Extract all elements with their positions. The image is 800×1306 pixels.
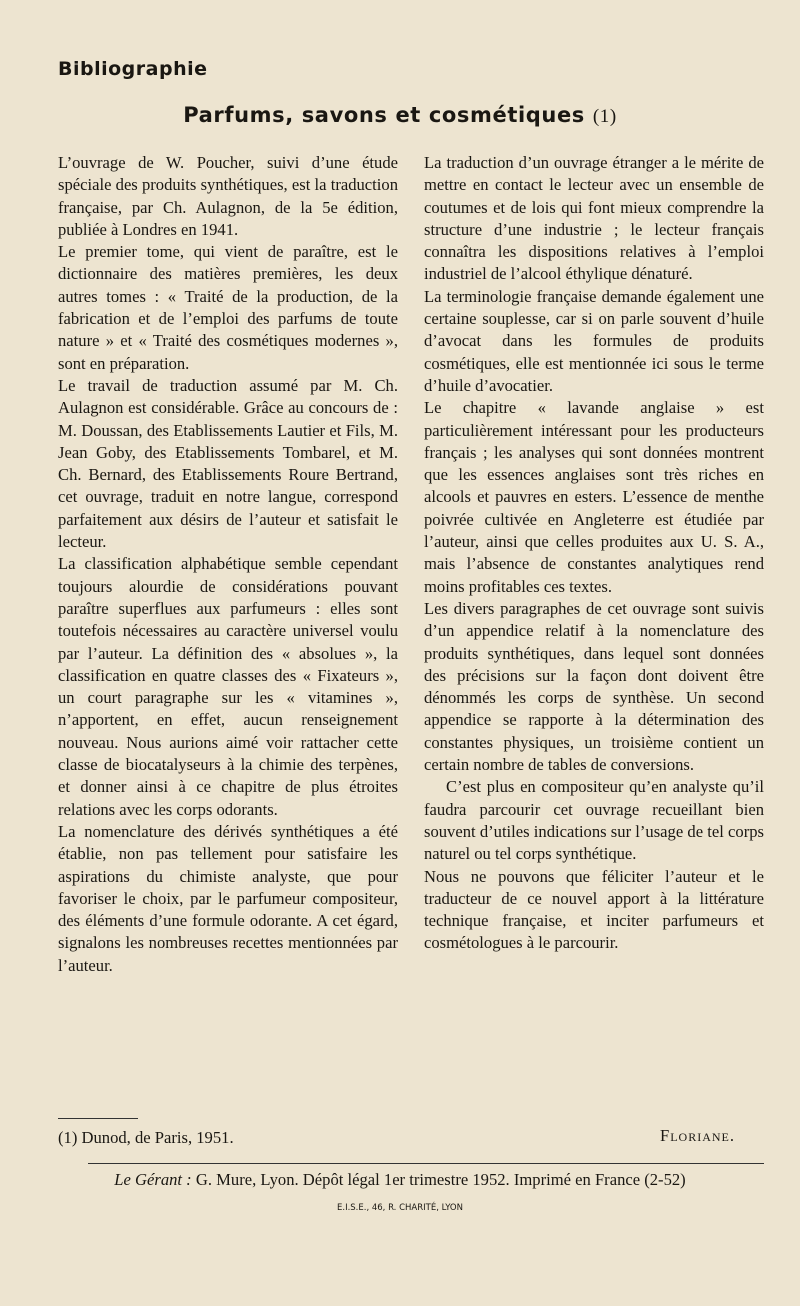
article-title [0, 103, 800, 128]
footnote: (1) Dunod, de Paris, 1951. [58, 1128, 234, 1147]
colophon-divider [88, 1163, 764, 1164]
printer-imprint: E.I.S.E., 46, R. CHARITÉ, LYON [337, 1203, 463, 1213]
paragraph: La terminologie française demande également une certaine souplesse, car si on parle souvent d’huile d’avocat dans les formules de produits cosmétiques, elle est mentionnée ici sous le terme d’huile d’avocatier. [424, 286, 764, 395]
paragraph: La classification alphabétique semble cependant toujours alourdie de considérations pouvant paraître superflues aux parfumeurs : elles sont toutefois nécessaires au caractère universel voulu par l’auteur. La définition des « absolues », la classification en quatre classes des « Fixateurs », un court paragraphe sur les « vitamines », n’apportent, en effet, aucun renseignement nouveau. Nous aurions aimé voir rattacher cette classe de biocatalyseurs à la chimie des terpènes, et donner ainsi à ce chapitre de plus étroites relations avec les corps odorants. [58, 554, 398, 819]
paragraph: Les divers paragraphes de cet ouvrage sont suivis d’un appendice relatif à la nomenclature des produits synthétiques, dans lequel sont données des précisions sur la façon dont doivent être dénommés les corps de synthèse. Un second appendice se rapporte à la détermination des constantes physiques, un troisième contient un certain nombre de tables de conversions. [424, 598, 764, 775]
colophon [0, 1170, 800, 1190]
author-signature: Floriane. [660, 1126, 736, 1145]
right-column [424, 152, 764, 955]
paragraph: Le chapitre « lavande anglaise » est particulièrement intéressant pour les producteurs français ; les analyses qui sont données montrent que les essences anglaises sont très riches en alcools et pauvres en esters. L’essence de menthe poivrée cultivée en Angleterre est étudiée par l’auteur, ainsi que celles produites aux U. S. A., mais l’absence de constantes analytiques rend moins profitables ces textes. [424, 398, 764, 596]
footnote-divider [58, 1118, 138, 1119]
paragraph: Le travail de traduction assumé par M. Ch. Aulagnon est considérable. Grâce au concours de : M. Doussan, des Etablissements Lautier et Fils, M. Jean Goby, des Etablissements Tombarel, et M. Ch. Bernard, des Etablissements Roure Bertrand, cet ouvrage, traduit en notre langue, correspond parfaitement aux désirs de l’auteur et satisfait le lecteur. [58, 375, 398, 552]
article-title-text: Parfums, savons et cosmétiques [183, 103, 585, 127]
paragraph: Nous ne pouvons que féliciter l’auteur et le traducteur de ce nouvel apport à la littérature technique française, et inciter parfumeurs et cosmétologues à le parcourir. [424, 866, 764, 953]
paragraph: La nomenclature des dérivés synthétiques a été établie, non pas tellement pour satisfaire les aspirations du chimiste analyste, que pour favoriser le choix, par le parfumeur compositeur, des éléments d’une formule odorante. A cet égard, signalons les nombreuses recettes mentionnées par l’auteur. [58, 821, 398, 975]
colophon-role: Le Gérant : [114, 1170, 192, 1189]
paragraph: Le premier tome, qui vient de paraître, est le dictionnaire des matières premières, les deux autres tomes : « Traité de la production, de la fabrication et de l’emploi des parfums de toute nature » et « Traité des cosmétiques modernes », sont en préparation. [58, 242, 398, 373]
footnote-marker: (1) [592, 106, 617, 127]
colophon-text: G. Mure, Lyon. Dépôt légal 1er trimestre 1952. Imprimé en France (2-52) [195, 1170, 686, 1189]
paragraph: C’est plus en compositeur qu’en analyste qu’il faudra parcourir cet ouvrage recueillant bien souvent d’utiles indications sur l’usage de tel corps naturel ou tel corps synthétique. [424, 777, 764, 864]
paragraph: La traduction d’un ouvrage étranger a le mérite de mettre en contact le lecteur avec un ensemble de coutumes et de lois qui font mieux comprendre la structure d’une industrie ; le lecteur français connaîtra les dispositions relatives à l’emploi industriel de l’alcool éthylique dénaturé. [424, 153, 764, 284]
paragraph: L’ouvrage de W. Poucher, suivi d’une étude spéciale des produits synthétiques, est la traduction française, par Ch. Aulagnon, de la 5e édition, publiée à Londres en 1941. [58, 153, 398, 239]
section-heading: Bibliographie [58, 58, 208, 80]
left-column [58, 152, 398, 977]
